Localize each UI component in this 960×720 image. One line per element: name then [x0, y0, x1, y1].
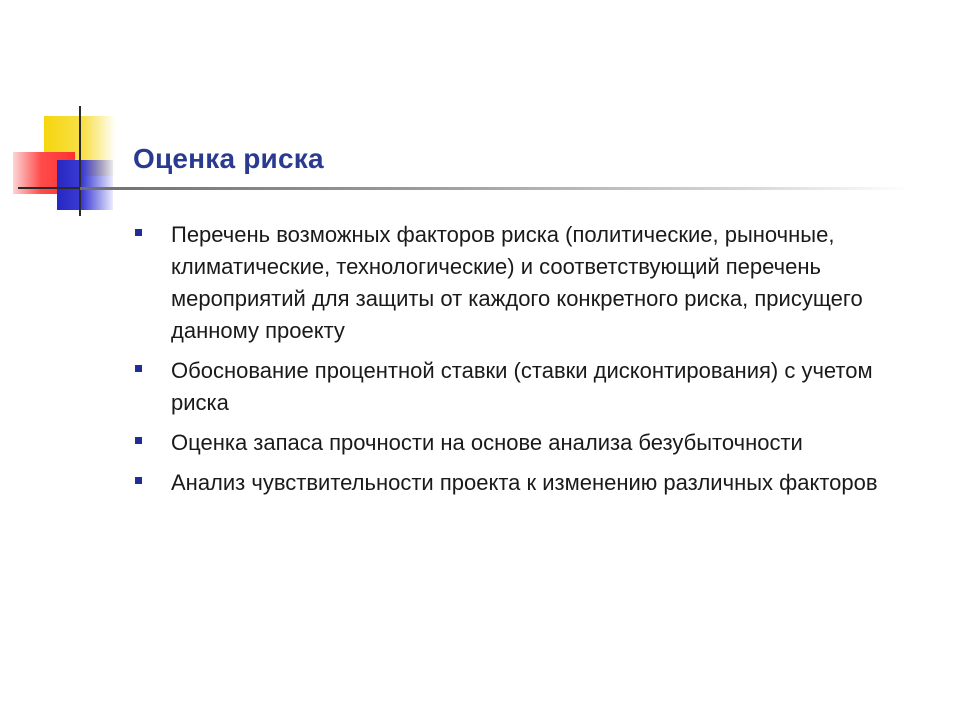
blue-square-decoration	[57, 160, 113, 210]
bullet-list	[133, 219, 933, 507]
square-bullet-icon	[135, 477, 142, 484]
bullet-item	[133, 355, 933, 419]
bullet-text: Оценка запаса прочности на основе анализа безубыточности	[171, 430, 803, 455]
bullet-text: Обоснование процентной ставки (ставки дисконтирования) с учетом риска	[171, 358, 873, 415]
slide-title: Оценка риска	[133, 143, 324, 174]
decorative-logo-squares	[0, 0, 130, 230]
square-bullet-icon	[135, 229, 142, 236]
bullet-item	[133, 219, 933, 347]
bullet-item	[133, 427, 933, 459]
logo-vertical-line	[79, 106, 81, 216]
bullet-text: Перечень возможных факторов риска (политические, рыночные, климатические, технологические) и соответствующий перечень мероприятий для защиты от каждого конкретного риска, присущего данному проекту	[171, 222, 863, 343]
square-bullet-icon	[135, 365, 142, 372]
bullet-item	[133, 467, 933, 499]
square-bullet-icon	[135, 437, 142, 444]
title-underline-rule	[80, 187, 910, 190]
bullet-text: Анализ чувствительности проекта к изменению различных факторов	[171, 470, 878, 495]
